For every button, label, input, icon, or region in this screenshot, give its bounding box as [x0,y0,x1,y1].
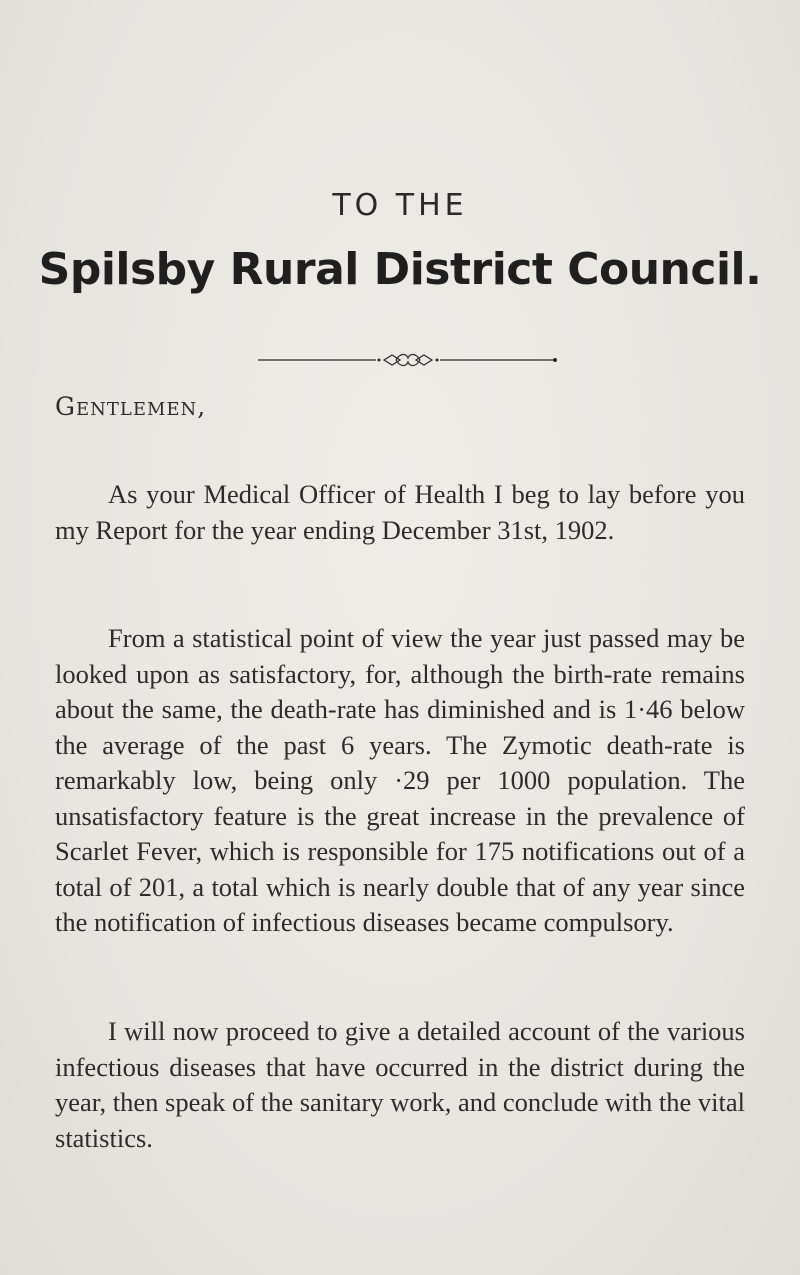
heading-to-the: TO THE [332,188,468,223]
paragraph-introduction: As your Medical Officer of Health I beg to lay before you my Report for the year ending December 31st, 1902. [55,479,745,545]
heading-council: Spilsby Rural District Council. [38,244,762,295]
paragraph-statistics: From a statistical point of view the year just passed may be looked upon as satisfactory, for, although the birth-rate remains about the same, the death-rate has diminished and is 1·46 below the average of the past 6 years. The Zymotic death-rate is remarkably low, being only ·29 per 1000 population. The unsatisfactory feature is the great increase in the prevalence of Scarlet Fever, which is responsible for 175 notifications out of a total of 201, a total which is nearly double that of any year since the notification of infectious diseases became compulsory. [55,623,745,937]
ornamental-rule-icon [258,345,558,375]
paragraph-outline: I will now proceed to give a detailed account of the various infectious diseases that have occurred in the district during the year, then speak of the sanitary work, and conclude with the vital statistics. [55,1016,745,1153]
salutation: Gentlemen, [55,392,207,421]
